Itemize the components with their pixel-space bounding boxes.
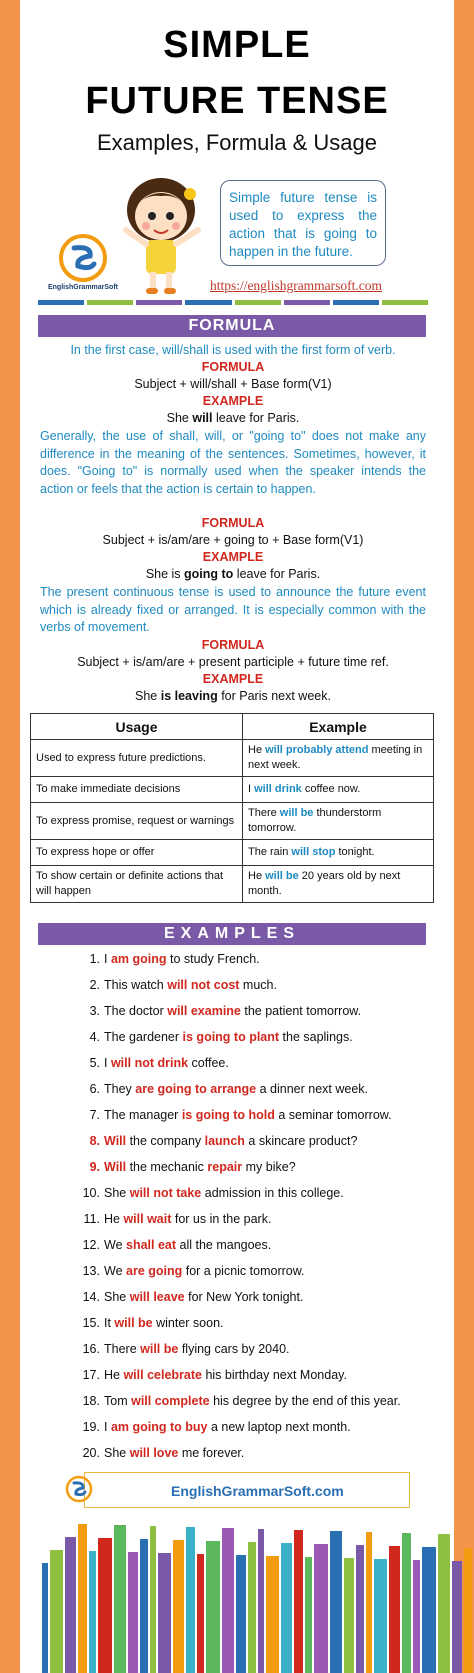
book-spine [402, 1533, 411, 1673]
item-text: a dinner next week. [256, 1082, 368, 1096]
item-text: We [104, 1238, 126, 1252]
list-item [78, 1154, 448, 1180]
item-number: 16. [82, 1342, 100, 1356]
item-number: 9. [89, 1160, 100, 1174]
item-text: to study French. [166, 952, 260, 966]
item-text: the company [126, 1134, 205, 1148]
item-number: 3. [89, 1004, 100, 1018]
item-number: 17. [82, 1368, 100, 1382]
column-header-usage: Usage [31, 714, 243, 740]
example-highlight: will stop [291, 846, 336, 858]
item-number: 13. [82, 1264, 100, 1278]
list-item [78, 1414, 448, 1440]
example-text: 20 years old by next month. [248, 870, 401, 897]
list-item [78, 1024, 448, 1050]
example-cell [243, 866, 434, 903]
example-text: tonight. [335, 846, 375, 858]
book-spine [266, 1556, 279, 1673]
example-text: There [248, 807, 280, 819]
item-text: all the mangoes. [176, 1238, 272, 1252]
item-text: admission in this college. [201, 1186, 344, 1200]
brand-logo [38, 232, 128, 302]
item-text: my bike? [242, 1160, 296, 1174]
item-text: He [104, 1212, 124, 1226]
list-item [78, 1128, 448, 1154]
example-text: The rain [248, 846, 292, 858]
example-text: I [248, 783, 255, 795]
list-item [78, 946, 448, 972]
example-text: leave for Paris. [233, 567, 321, 581]
list-item [78, 1310, 448, 1336]
item-number: 19. [82, 1420, 100, 1434]
item-text: I [104, 952, 111, 966]
item-text: a seminar tomorrow. [274, 1108, 392, 1122]
book-spine [374, 1559, 387, 1673]
book-spine [452, 1561, 462, 1673]
book-spine [438, 1534, 450, 1673]
example-text: He [248, 744, 266, 756]
item-highlight: am going to buy [110, 1420, 208, 1434]
example-highlight: will [192, 411, 213, 425]
usage-cell: To express promise, request or warnings [31, 803, 243, 840]
item-highlight: will not cost [167, 978, 240, 992]
column-header-example: Example [243, 714, 434, 740]
item-text: It [104, 1316, 115, 1330]
book-spine [236, 1555, 246, 1673]
item-text: The manager [104, 1108, 182, 1122]
definition-bubble: Simple future tense is used to express the action that is going to happen in the future. [220, 180, 386, 266]
item-highlight: is going to hold [181, 1108, 275, 1122]
book-spine [114, 1525, 126, 1673]
formula-label-3: FORMULA [201, 638, 265, 652]
item-number: 10. [82, 1186, 100, 1200]
item-highlight: will leave [129, 1290, 185, 1304]
example-text: for Paris next week. [217, 689, 331, 703]
example-cell [243, 740, 434, 777]
book-spine [158, 1553, 171, 1673]
book-spine [330, 1531, 342, 1673]
item-highlight: launch [204, 1134, 245, 1148]
usage-cell: To express hope or offer [31, 840, 243, 866]
list-item [78, 998, 448, 1024]
item-highlight: is going to plant [182, 1030, 280, 1044]
item-text: coffee. [188, 1056, 229, 1070]
table-row [31, 840, 434, 866]
item-highlight: Will [104, 1134, 127, 1148]
item-number: 6. [89, 1082, 100, 1096]
logo-icon [38, 232, 128, 284]
list-item [78, 1440, 448, 1466]
example-text: He [248, 870, 266, 882]
item-text: They [104, 1082, 136, 1096]
item-highlight: shall eat [126, 1238, 177, 1252]
item-text: She [104, 1290, 130, 1304]
formula-banner: FORMULA [38, 315, 426, 337]
title-line-2: FUTURE TENSE [85, 80, 389, 122]
item-text: a new laptop next month. [207, 1420, 351, 1434]
example-text: She [135, 689, 161, 703]
item-highlight: will be [140, 1342, 179, 1356]
book-spine [42, 1563, 48, 1673]
formula-3: Subject + is/am/are + present participle + future time ref. [77, 655, 389, 669]
formula-example-2 [40, 566, 426, 583]
item-text: for New York tonight. [184, 1290, 304, 1304]
item-highlight: will wait [123, 1212, 172, 1226]
item-text: a skincare product? [244, 1134, 358, 1148]
example-cell [243, 803, 434, 840]
item-highlight: will complete [131, 1394, 210, 1408]
list-item [78, 1180, 448, 1206]
example-text: leave for Paris. [212, 411, 300, 425]
item-number: 5. [89, 1056, 100, 1070]
book-spine [258, 1529, 264, 1673]
list-item [78, 1336, 448, 1362]
item-text: She [104, 1446, 130, 1460]
book-spine [128, 1552, 138, 1673]
book-spine [305, 1557, 312, 1673]
book-spine [464, 1548, 472, 1673]
formula-intro-3: The present continuous tense is used to announce the future event which is already fixed or arranged. It is especially common with the verbs of movement. [40, 585, 426, 634]
list-item [78, 1050, 448, 1076]
item-highlight: will be [114, 1316, 153, 1330]
item-number: 18. [82, 1394, 100, 1408]
book-spine [413, 1560, 420, 1673]
item-highlight: will celebrate [123, 1368, 202, 1382]
item-text: I [104, 1056, 111, 1070]
book-spine [366, 1532, 372, 1673]
example-highlight: will be [279, 807, 314, 819]
book-spine [197, 1554, 204, 1673]
item-highlight: are going to arrange [135, 1082, 257, 1096]
list-item [78, 1076, 448, 1102]
list-item [78, 1284, 448, 1310]
formula-label-1: FORMULA [201, 360, 265, 374]
item-text: He [104, 1368, 124, 1382]
website-link[interactable]: https://englishgrammarsoft.com [209, 278, 383, 293]
item-highlight: are going [126, 1264, 183, 1278]
item-number: 14. [82, 1290, 100, 1304]
item-number: 7. [89, 1108, 100, 1122]
item-text: We [104, 1264, 126, 1278]
book-spine [344, 1558, 354, 1673]
book-spine [186, 1527, 195, 1673]
item-text: Tom [104, 1394, 132, 1408]
table-header-row [31, 714, 434, 740]
list-item [78, 1388, 448, 1414]
table-row [31, 777, 434, 803]
example-cell [243, 777, 434, 803]
book-spine [98, 1538, 112, 1673]
item-text: winter soon. [152, 1316, 224, 1330]
book-spine [422, 1547, 436, 1673]
example-label-2: EXAMPLE [202, 550, 264, 564]
item-highlight: will not take [129, 1186, 202, 1200]
book-spine [78, 1524, 87, 1673]
list-item [78, 1232, 448, 1258]
item-text: for a picnic tomorrow. [182, 1264, 305, 1278]
item-highlight: will examine [167, 1004, 241, 1018]
example-highlight: will drink [254, 783, 302, 795]
item-text: the patient tomorrow. [240, 1004, 362, 1018]
book-spine [248, 1542, 256, 1673]
item-text: much. [239, 978, 277, 992]
formula-2: Subject + is/am/are + going to + Base form(V1) [102, 533, 364, 547]
item-text: his birthday next Monday. [201, 1368, 347, 1382]
item-number: 12. [82, 1238, 100, 1252]
bookshelf-decoration [40, 1518, 474, 1673]
table-row [31, 866, 434, 903]
item-highlight: repair [207, 1160, 243, 1174]
example-cell [243, 840, 434, 866]
item-number: 20. [82, 1446, 100, 1460]
title-line-1: SIMPLE [163, 24, 311, 66]
book-spine [389, 1546, 400, 1673]
book-spine [65, 1537, 76, 1673]
decorative-stripes [38, 300, 428, 305]
example-text: She is [145, 567, 185, 581]
item-number: 2. [89, 978, 100, 992]
usage-cell: To show certain or definite actions that will happen [31, 866, 243, 903]
item-number: 1. [89, 952, 100, 966]
item-highlight: will not drink [110, 1056, 189, 1070]
example-label-1: EXAMPLE [202, 394, 264, 408]
book-spine [314, 1544, 328, 1673]
list-item [78, 1258, 448, 1284]
book-spine [89, 1551, 96, 1673]
item-highlight: am going [110, 952, 167, 966]
examples-list [78, 946, 448, 1466]
list-item [78, 972, 448, 998]
item-text: There [104, 1342, 141, 1356]
book-spine [356, 1545, 364, 1673]
item-number: 8. [89, 1134, 100, 1148]
example-text: thunderstorm tomorrow. [248, 807, 382, 834]
formula-example-3 [40, 688, 426, 705]
logo-text: EnglishGrammarSoft [47, 284, 118, 291]
item-text: This watch [104, 978, 168, 992]
infographic-page [20, 0, 454, 1673]
item-highlight: will love [129, 1446, 179, 1460]
book-spine [222, 1528, 234, 1673]
item-text: for us in the park. [171, 1212, 272, 1226]
book-spine [173, 1540, 184, 1673]
item-text: I [104, 1420, 111, 1434]
book-spine [206, 1541, 220, 1673]
item-number: 11. [83, 1212, 100, 1226]
formula-intro-2: Generally, the use of shall, will, or "going to" does not make any difference in the meaning of the sentences. Sometimes, however, it does. "Going to" is normally used when the speaker intends the action or feels that the action is certain to happen. [40, 429, 426, 496]
examples-banner: EXAMPLES [38, 923, 426, 945]
footer-brand-box [84, 1472, 410, 1508]
item-text: The gardener [104, 1030, 183, 1044]
example-label-3: EXAMPLE [202, 672, 264, 686]
formula-1: Subject + will/shall + Base form(V1) [134, 377, 332, 391]
item-text: the mechanic [126, 1160, 208, 1174]
subtitle: Examples, Formula & Usage [97, 130, 377, 155]
book-spine [281, 1543, 292, 1673]
example-text: coffee now. [301, 783, 361, 795]
footer-logo-icon [64, 1474, 94, 1504]
example-highlight: will be [265, 870, 299, 882]
example-highlight: going to [184, 567, 234, 581]
item-text: his degree by the end of this year. [209, 1394, 401, 1408]
item-number: 15. [82, 1316, 100, 1330]
example-text: meeting in next week. [248, 744, 423, 771]
table-row [31, 740, 434, 777]
formula-intro-1: In the first case, will/shall is used with the first form of verb. [70, 343, 396, 357]
list-item [78, 1206, 448, 1232]
item-number: 4. [89, 1030, 100, 1044]
book-spine [150, 1526, 156, 1673]
book-spine [294, 1530, 303, 1673]
example-text: She [166, 411, 193, 425]
item-text: the saplings. [279, 1030, 353, 1044]
example-highlight: will probably attend [265, 744, 369, 756]
item-highlight: Will [104, 1160, 127, 1174]
item-text: flying cars by 2040. [178, 1342, 290, 1356]
usage-table [30, 713, 434, 903]
usage-cell: Used to express future predictions. [31, 740, 243, 777]
footer-brand[interactable]: EnglishGrammarSoft.com [171, 1483, 344, 1499]
usage-cell: To make immediate decisions [31, 777, 243, 803]
list-item [78, 1102, 448, 1128]
item-text: The doctor [104, 1004, 168, 1018]
table-row [31, 803, 434, 840]
item-text: me forever. [178, 1446, 245, 1460]
list-item [78, 1362, 448, 1388]
formula-example-1 [40, 410, 426, 427]
formula-label-2: FORMULA [201, 516, 265, 530]
item-text: She [104, 1186, 130, 1200]
book-spine [50, 1550, 63, 1673]
book-spine [140, 1539, 148, 1673]
example-highlight: is leaving [160, 689, 218, 703]
